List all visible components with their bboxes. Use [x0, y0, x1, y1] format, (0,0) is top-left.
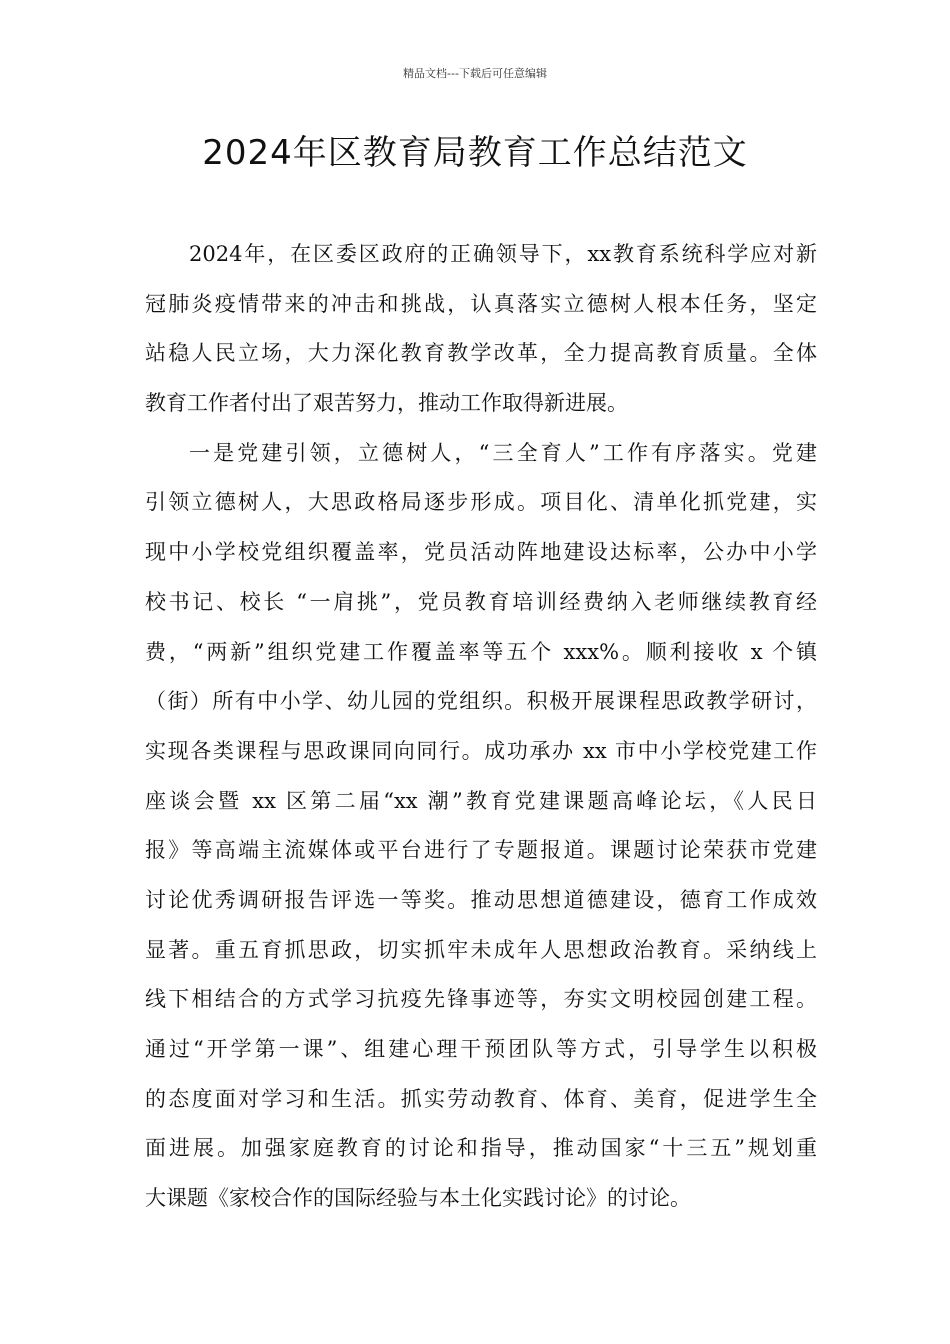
text-line: 引领立德树人，大思政格局逐步形成。项目化、清单化抓党建，实 — [145, 490, 817, 515]
text-line: （街）所有中小学、幼儿园的党组织。积极开展课程思政教学研讨， — [145, 689, 817, 714]
text-line: 校书记、校长 “一肩挑”，党员教育培训经费纳入老师继续教育经 — [145, 589, 817, 614]
text-line: 大课题《家校合作的国际经验与本土化实践讨论》的讨论。 — [145, 1186, 691, 1211]
text-line: 线下相结合的方式学习抗疫先锋事迹等，夯实文明校园创建工程。 — [145, 987, 817, 1012]
text-line: 讨论优秀调研报告评选一等奖。推动思想道德建设，德育工作成效 — [145, 887, 817, 912]
text-line: 显著。重五育抓思政，切实抓牢未成年人思想政治教育。采纳线上 — [145, 937, 817, 962]
text-line: 一是党建引领，立德树人，“三全育人”工作有序落实。党建 — [189, 440, 817, 465]
text-line: 报》等高端主流媒体或平台进行了专题报道。课题讨论荣获市党建 — [145, 838, 817, 863]
document-body — [145, 230, 817, 1224]
text-line: 站稳人民立场，大力深化教育教学改革，全力提高教育质量。全体 — [145, 341, 817, 366]
text-line: 2024年，在区委区政府的正确领导下，xx教育系统科学应对新 — [189, 242, 817, 266]
text-line: 通过“开学第一课”、组建心理干预团队等方式，引导学生以积极 — [145, 1037, 817, 1061]
text-line: 教育工作者付出了艰苦努力，推动工作取得新进展。 — [145, 391, 628, 416]
text-line: 冠肺炎疫情带来的冲击和挑战，认真落实立德树人根本任务，坚定 — [145, 291, 817, 316]
paragraph-2 — [145, 429, 817, 1224]
text-line: 座谈会暨 xx 区第二届“xx 潮”教育党建课题高峰论坛，《人民日 — [145, 788, 817, 813]
text-line: 现中小学校党组织覆盖率，党员活动阵地建设达标率，公办中小学 — [145, 540, 817, 565]
paragraph-1 — [145, 230, 817, 429]
text-line: 实现各类课程与思政课同向同行。成功承办 xx 市中小学校党建工作 — [145, 738, 817, 763]
text-line: 面进展。加强家庭教育的讨论和指导，推动国家“十三五”规划重 — [145, 1136, 817, 1161]
text-line: 费，“两新”组织党建工作覆盖率等五个 xxx%。顺利接收 x 个镇 — [145, 639, 817, 664]
page-header: 精品文档---下载后可任意编辑 — [403, 67, 547, 80]
text-line: 的态度面对学习和生活。抓实劳动教育、体育、美育，促进学生全 — [145, 1086, 817, 1111]
document-title: 2024年区教育局教育工作总结范文 — [202, 133, 748, 173]
